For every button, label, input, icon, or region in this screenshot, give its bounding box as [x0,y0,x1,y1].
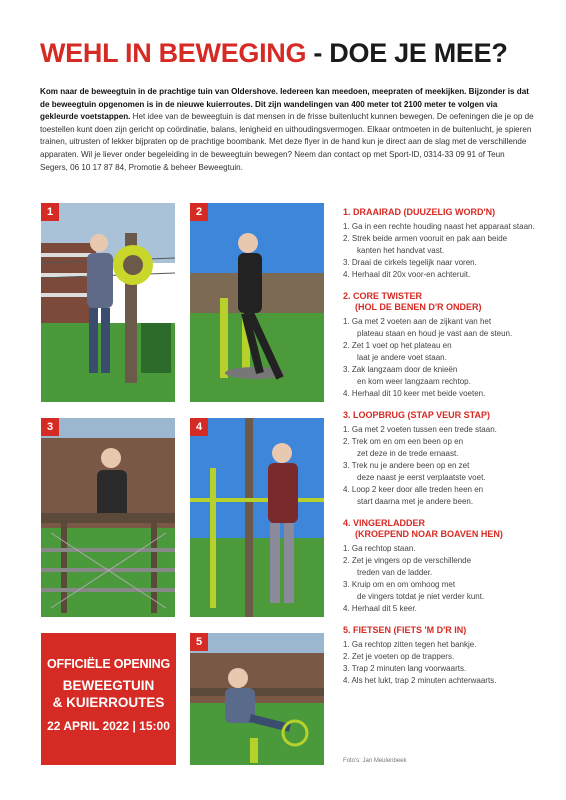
title-highlight: WEHL IN BEWEGING [40,38,307,68]
exercise-step: 3. Trek nu je andere been op en zet deze naast je eerst verplaatste voet. [343,461,486,482]
exercise-1 [343,207,543,281]
page-title [40,38,508,69]
opening-subject [41,677,176,711]
photo-draairad-image [41,203,175,402]
exercise-title: 5. FIETSEN (FIETS 'M D'R IN) [343,625,467,635]
exercise-5 [343,625,543,687]
exercise-step: 3. Trap 2 minuten lang voorwaarts. [343,664,467,673]
photo-loopbrug [41,418,175,617]
exercise-steps [343,316,543,400]
exercise-steps [343,424,543,508]
intro-bold: Kom naar de beweegtuin in de prachtige tuin van Oldershove. Iedereen kan meedoen, meepraten of meekijken. Bijzonder is dat de beweegtuin opgenomen is in de nieuwe kuierroutes. Dit zijn wandelingen van 400 meter tot 2100 meter te volgen via gekleurde voetstappen. [40,87,529,122]
intro-body: Het idee van de beweegtuin is dat mensen in de frisse buitenlucht kunnen bewegen. De oefeningen die je op de toestellen kunt doen zijn gericht op coördinatie, balans, lenigheid en uithoudingsvermogen. Elkaar ontmoeten in de buitenlucht, je spieren trainen, uitrusten of lekker bijpraten op de prachtige boombank. Met deze flyer in de hand kun je direct aan de slag met de verschillende apparaten. Wil je liever onder begeleiding in de beweegtuin bewegen? Neem dan contact op met Sport-ID, 0314-33 09 91 of Teun Segers, 06 10 17 87 84, Promotie & beheer Beweegtuin. [40,112,534,172]
opening-subject-line1: BEWEEGTUIN [62,678,155,693]
photo-core-twister-image [190,203,324,402]
exercise-step: 3. Kruip om en om omhoog met de vingers totdat je niet verder kunt. [343,580,485,601]
exercise-step: 1. Ga rechtop zitten tegen het bankje. [343,640,477,649]
photo-fietsen-image [190,633,324,765]
exercise-instructions [343,207,543,697]
exercise-title: 2. CORE TWISTER (HOL DE BENEN D'R ONDER) [343,291,482,312]
exercise-step: 4. Herhaal dit 20x voor-en achteruit. [343,270,471,279]
photo-number: 5 [190,633,208,651]
exercise-step: 2. Strek beide armen vooruit en pak aan beide kanten het handvat vast. [343,234,508,255]
photo-core-twister [190,203,324,402]
exercise-step: 1. Ga in een rechte houding naast het apparaat staan. [343,222,535,231]
exercise-step: 1. Ga rechtop staan. [343,544,416,553]
exercise-step: 4. Loop 2 keer door alle treden heen en start daarna met je andere been. [343,485,484,506]
exercise-steps [343,221,543,281]
photo-number: 2 [190,203,208,221]
photo-vingerladder-image [190,418,324,617]
exercise-step: 2. Trek om en om een been op en zet deze in de trede ernaast. [343,437,464,458]
exercise-step: 2. Zet je vingers op de verschillende treden van de ladder. [343,556,472,577]
exercise-step: 2. Zet je voeten op de trappers. [343,652,455,661]
exercise-step: 4. Herhaal dit 10 keer met beide voeten. [343,389,486,398]
exercise-steps [343,543,543,615]
exercise-step: 3. Zak langzaam door de knieën en kom weer langzaam rechtop. [343,365,471,386]
opening-banner [41,633,176,765]
opening-subject-line2: & KUIERROUTES [52,695,165,710]
intro-text [40,86,534,174]
opening-date: 22 APRIL 2022 | 15:00 [47,719,170,733]
title-rest: - DOE JE MEE? [306,38,508,68]
exercise-steps [343,639,543,687]
exercise-step: 4. Herhaal dit 5 keer. [343,604,417,613]
exercise-3 [343,410,543,508]
photo-vingerladder [190,418,324,617]
exercise-step: 4. Als het lukt, trap 2 minuten achterwaarts. [343,676,497,685]
exercise-title: 3. LOOPBRUG (STAP VEUR STAP) [343,410,491,420]
photo-number: 4 [190,418,208,436]
photo-credit: Foto's: Jan Meulenbeek [343,758,407,764]
photo-fietsen [190,633,324,765]
exercise-step: 3. Draai de cirkels tegelijk naar voren. [343,258,477,267]
exercise-title: 1. DRAAIRAD (DUUZELIG WORD'N) [343,207,496,217]
exercise-step: 1. Ga met 2 voeten tussen een trede staan. [343,425,497,434]
exercise-2 [343,291,543,400]
exercise-step: 1. Ga met 2 voeten aan de zijkant van het plateau staan en houd je vast aan de steun. [343,317,513,338]
photo-number: 3 [41,418,59,436]
opening-label: OFFICIËLE OPENING [47,657,170,671]
exercise-4 [343,518,543,615]
exercise-step: 2. Zet 1 voet op het plateau en laat je andere voet staan. [343,341,452,362]
photo-number: 1 [41,203,59,221]
photo-loopbrug-image [41,418,175,617]
photo-draairad [41,203,175,402]
exercise-title: 4. VINGERLADDER (KROEPEND NOAR BOAVEN HEN) [343,518,503,539]
